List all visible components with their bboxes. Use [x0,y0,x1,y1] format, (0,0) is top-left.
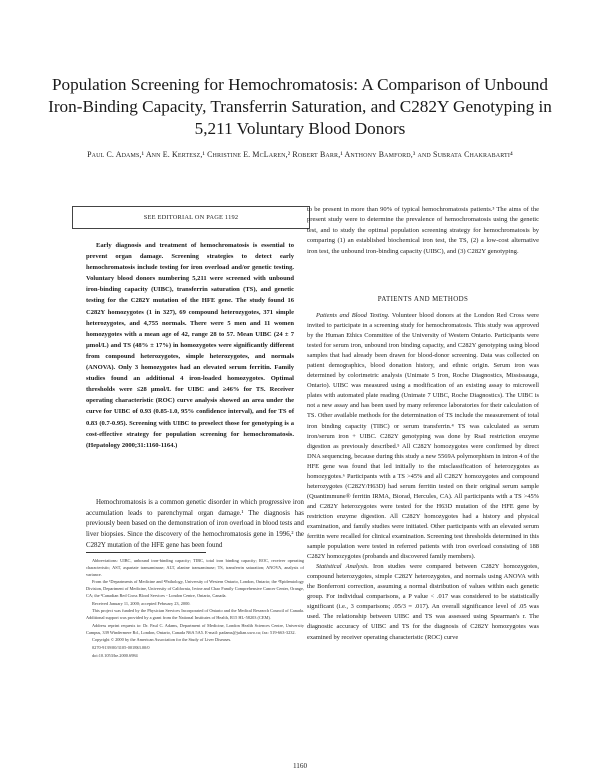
introduction-paragraph [86,498,304,552]
footnote-affiliations: From the ¹Departments of Medicine and ⁴Pathology, University of Western Ontario, London, Ontario; the ²Epidemiology Division, Department of Medicine, University of California, Irvine and Chao Family Comprehensive Cancer Center, Orange, CA; the ³Canadian Red Cross Blood Services - London Centre, Ontario, Canada. [86,579,304,599]
section-heading-methods: PATIENTS AND METHODS [377,296,469,303]
page-number: 1160 [292,762,308,770]
author-list [30,150,570,161]
statistics-paragraph [307,562,539,642]
abstract-text: Early diagnosis and treatment of hemochromatosis is essential to prevent organ damage. Screening strategies to detect early hemochromatosis include testing for iron overload and/or genetic testing. Voluntary blood donors numbering 5,211 were screened with unbound iron-binding capacity (UIBC), transferrin saturation (TS), and genetic testing for the C282Y mutation of the HFE gene. The study found 16 C282Y homozygotes (1 in 327), 69 compound heterozygotes, 371 simple heterozygotes, and 4,755 normals. There were 5 men and 11 women homozygotes with a mean age of 42, range 28 to 57. Mean UIBC (24 ± 7 µmol/L) and TS (48% ± 17%) in homozygotes were significantly different from compound heterozygotes, simple heterozygotes, and normals (ANOVA). Only 3 homozygotes had an elevated serum ferritin. Family studies found an additional 4 iron-loaded homozygotes. Optimal thresholds were ≤28 µmol/L for UIBC and ≥46% for TS. Receiver operating characteristic (ROC) curve analysis showed an area under the curve for UIBC of 0.93 (0.85-1.0, 95% confidence interval), and for TS of 0.83 (0.7-0.95). Screening with UIBC to preselect those for genotyping is a cost-effective strategy for population screening for hemochromatosis. (Hepatology 2000;31:1160-1164.) [86,242,294,449]
footnote-address: Address reprint requests to: Dr. Paul C. Adams, Department of Medicine, London Health Sciences Centre, University Campus, 339 Windermere Rd., London, Ontario, Canada N6A 5A5. E-mail: padams@julian.uwo.ca; fax: 519-663-3232. [86,622,304,635]
footnote-issn: 0270-9139/00/3105-0018$3.00/0 [92,645,150,650]
footnote-copyright: Copyright © 2000 by the American Association for the Study of Liver Diseases. [92,637,232,643]
statistics-text: Iron studies were compared between C282Y homozygotes, compound heterozygotes, simple C282Y heterozygotes, and normals using ANOVA with the Bonferroni correction, assuming a normal distribution of values within each genetic group. For individual comparisons, a P value < .017 was considered to be statistically significant (i.e., 3 comparisons; .05/3 = .017). An overall significance level of .05 was used. The relationship between UIBC and TS was assessed using Spearman's r. The diagnostic accuracy of UIBC and TS for the diagnosis of C282Y homozygotes was examined by receiver operating characteristic (ROC) curve [307,563,539,641]
footnote-abbreviations: Abbreviations: UIBC, unbound iron-binding capacity; TIBC, total iron binding capacity; ROC, receiver operating characteristic; AST, aspartate transaminase; ALT, alanine transaminase; TS, transferrin saturation; ANOVA, analysis of variance. [86,558,304,577]
editorial-notice-text: SEE EDITORIAL ON PAGE 1192 [143,214,239,221]
statistics-subheading: Statistical Analysis. [316,563,369,571]
editorial-notice [72,206,310,229]
author-names: Paul C. Adams,¹ Ann E. Kertesz,¹ Christine E. McLaren,² Robert Barr,¹ Anthony Bamford,³ and Subrata Chakrabarti⁴ [87,150,513,159]
footnote-doi: doi:10.1053/he.2000.6984 [92,652,138,658]
footnote-received: Received January 11, 2000; accepted February 23, 2000. [92,600,191,606]
article-title: Population Screening for Hemochromatosis: A Comparison of Unbound Iron-Binding Capacity, Transferrin Saturation, and C282Y Genotyping in 5,211 Voluntary Blood Donors [48,75,552,138]
abstract [86,240,294,451]
introduction-text: Hemochromatosis is a common genetic disorder in which progressive iron accumulation leads to parenchymal organ damage.¹ The diagnosis has previously been based on the demonstration of iron overload in blood tests and liver biopsies. Since the discovery of the hemochromatosis gene in 1996,² the C282Y mutation of the HFE gene has been found [86,499,304,549]
patients-paragraph [307,311,539,562]
patients-text: Volunteer blood donors at the London Red Cross were invited to participate in a screening study for hemochromatosis. This study was approved by the Human Ethics Committee of the University of Western Ontario. Participants were tested for serum iron, unbound iron binding capacity, and C282Y genotyping using blood samples that had already been drawn for blood-donor screening. Data was collected on patient demographics, blood donation history, and ethnic origin. Serum iron was determined by colorimetric analysis (Unimate 5 Iron, Roche Diagnostics, Mississauga, Ontario). UIBC was measured using a modification of an existing assay to microwell plates with automated plate reading (Unimate 7 UIBC, Roche Diagnostics). The UIBC is not a new assay and has been used by many reference laboratories for their calculation of TS. Other available methods for the determination of TS include the measurement of total iron binding capacity (TIBC) or serum transferrin.⁴ TS was calculated as serum iron/serum iron + UIBC. C282Y genotyping was done by RsaI restriction enzyme digestion as previously described.⁵ All C282Y homozygotes were confirmed by direct DNA sequencing, because during this study a new 5569A polymorphism in intron 4 of the HFE gene was found that led initially to the misclassification of heterozygotes as homozygotes.⁶ Participants with a TS >45% and all C282Y homozygotes and compound heterozygotes (C282Y/H63D) had serum ferritin tested on their original serum sample (Quantimmune® ferritin IRMA, Biorad, Hercules, CA). All participants with a TS >45% and C282Y heterozygotes were tested for the H63D mutation of the HFE gene by restriction enzyme digestion. All C282Y homozygotes had a history and physical examination, and family studies were initiated. Other participants with an elevated serum ferritin were recalled for clinical examination. Screening test thresholds determined in this sample population were tested in referred patients with iron overload consisting of 188 C282Y homozygotes (probands and discovered family members). [307,312,539,561]
methods-body [307,311,539,643]
footnote-divider [86,552,206,553]
footnote-funding: This project was funded by the Physician Services Incorporated of Ontario and the Medical Research Council of Canada. Additional support was provided by a grant from the National Institutes of Health, R15 HL-58203 (CEM). [86,608,304,621]
footnotes [86,558,304,660]
introduction-continued: to be present in more than 90% of typical hemochromatosis patients.³ The aims of the present study were to determine the prevalence of hemochromatosis using the genetic test, and to study the optimal population screening strategy for hemochromatosis by comparing (1) an established biochemical iron test, the TS, (2) a low-cost alternative iron test, the unbound iron-binding capacity (UIBC), and (3) C282Y genotyping. [307,206,539,255]
patients-subheading: Patients and Blood Testing. [316,312,390,319]
